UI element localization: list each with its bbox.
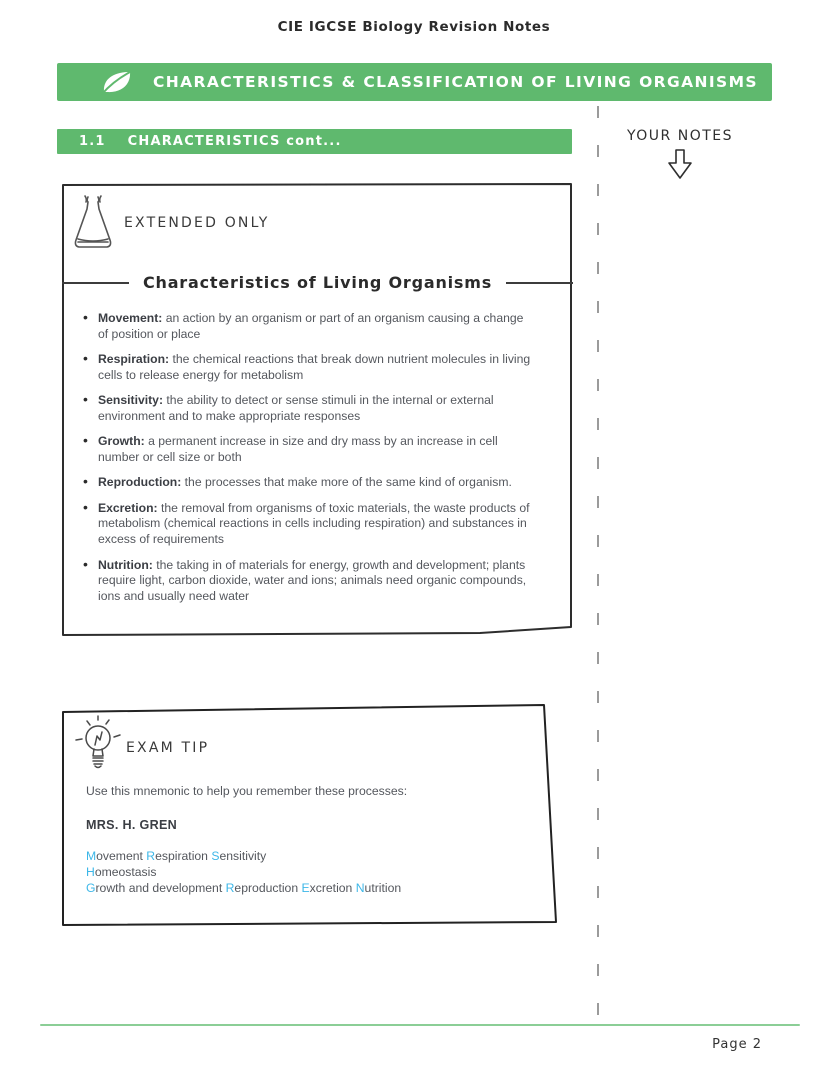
down-arrow-icon xyxy=(600,149,760,186)
extended-only-heading: EXTENDED ONLY xyxy=(124,215,270,231)
mnemonic-initial: R xyxy=(146,849,156,863)
mnemonic-initial: N xyxy=(355,881,365,895)
flask-icon xyxy=(70,193,116,257)
banner-title: CHARACTERISTICS & CLASSIFICATION OF LIVING ORGANISMS xyxy=(153,73,758,91)
characteristic-item: • Nutrition: the taking in of materials for energy, growth and development; plants require light, carbon dioxide, water and ions; animals need organic compounds, ions and usually need water xyxy=(62,558,573,605)
mnemonic-initial: S xyxy=(211,849,220,863)
lightbulb-icon xyxy=(70,714,126,778)
exam-tip-heading: EXAM TIP xyxy=(126,740,210,756)
leaf-icon xyxy=(99,68,135,96)
mnemonic-title: MRS. H. GREN xyxy=(86,818,178,832)
mnemonic-initial: M xyxy=(86,849,97,863)
section-bar xyxy=(57,129,572,154)
characteristic-item: • Reproduction: the processes that make more of the same kind of organism. xyxy=(62,475,573,491)
page-title: CIE IGCSE Biology Revision Notes xyxy=(277,19,551,35)
exam-tip-box xyxy=(62,702,559,928)
notes-divider-line xyxy=(597,106,599,1022)
characteristic-item: • Movement: an action by an organism or part of an organism causing a change of position or place xyxy=(62,311,573,343)
footer-rule xyxy=(40,1024,800,1026)
characteristic-item: • Growth: a permanent increase in size and dry mass by an increase in cell number or cell size or both xyxy=(62,434,573,466)
title-rule-right xyxy=(506,282,573,284)
mnemonic-initial: H xyxy=(86,865,95,879)
characteristics-list xyxy=(62,311,573,614)
page-number: Page 2 xyxy=(712,1037,762,1052)
mnemonic-line: Growth and development Reproduction Excretion Nutrition xyxy=(86,881,402,895)
characteristic-term: Nutrition: xyxy=(98,557,153,572)
mnemonic-line: Movement Respiration Sensitivity xyxy=(86,849,267,863)
extended-only-box xyxy=(62,183,573,638)
topic-banner xyxy=(57,63,772,101)
title-rule-left xyxy=(62,282,129,284)
characteristic-item: • Sensitivity: the ability to detect or sense stimuli in the internal or external environment and to make appropriate responses xyxy=(62,393,573,425)
mnemonic-initial: R xyxy=(225,881,235,895)
characteristic-term: Sensitivity: xyxy=(98,393,164,408)
your-notes-label: YOUR NOTES xyxy=(626,128,733,144)
exam-tip-intro: Use this mnemonic to help you remember these processes: xyxy=(86,784,408,798)
characteristics-title: Characteristics of Living Organisms xyxy=(142,273,493,292)
mnemonic-line: Homeostasis xyxy=(86,865,157,879)
mnemonic-initial: G xyxy=(86,881,96,895)
characteristic-term: Excretion: xyxy=(98,500,158,515)
characteristic-term: Growth: xyxy=(98,434,145,449)
section-title: CHARACTERISTICS cont... xyxy=(127,134,342,149)
characteristic-item: • Respiration: the chemical reactions that break down nutrient molecules in living cells to release energy for metabolism xyxy=(62,352,573,384)
characteristic-term: Movement: xyxy=(98,311,163,325)
characteristic-term: Reproduction: xyxy=(98,475,182,490)
mnemonic-initial: E xyxy=(301,881,310,895)
characteristic-term: Respiration: xyxy=(98,352,170,367)
section-number: 1.1 xyxy=(79,134,106,149)
box-title-row xyxy=(62,273,573,292)
mnemonic-lines xyxy=(86,848,401,896)
characteristic-item: • Excretion: the removal from organisms of toxic materials, the waste products of metabolism (chemical reactions in cells including respiration) and substances in excess of requirements xyxy=(62,501,573,548)
